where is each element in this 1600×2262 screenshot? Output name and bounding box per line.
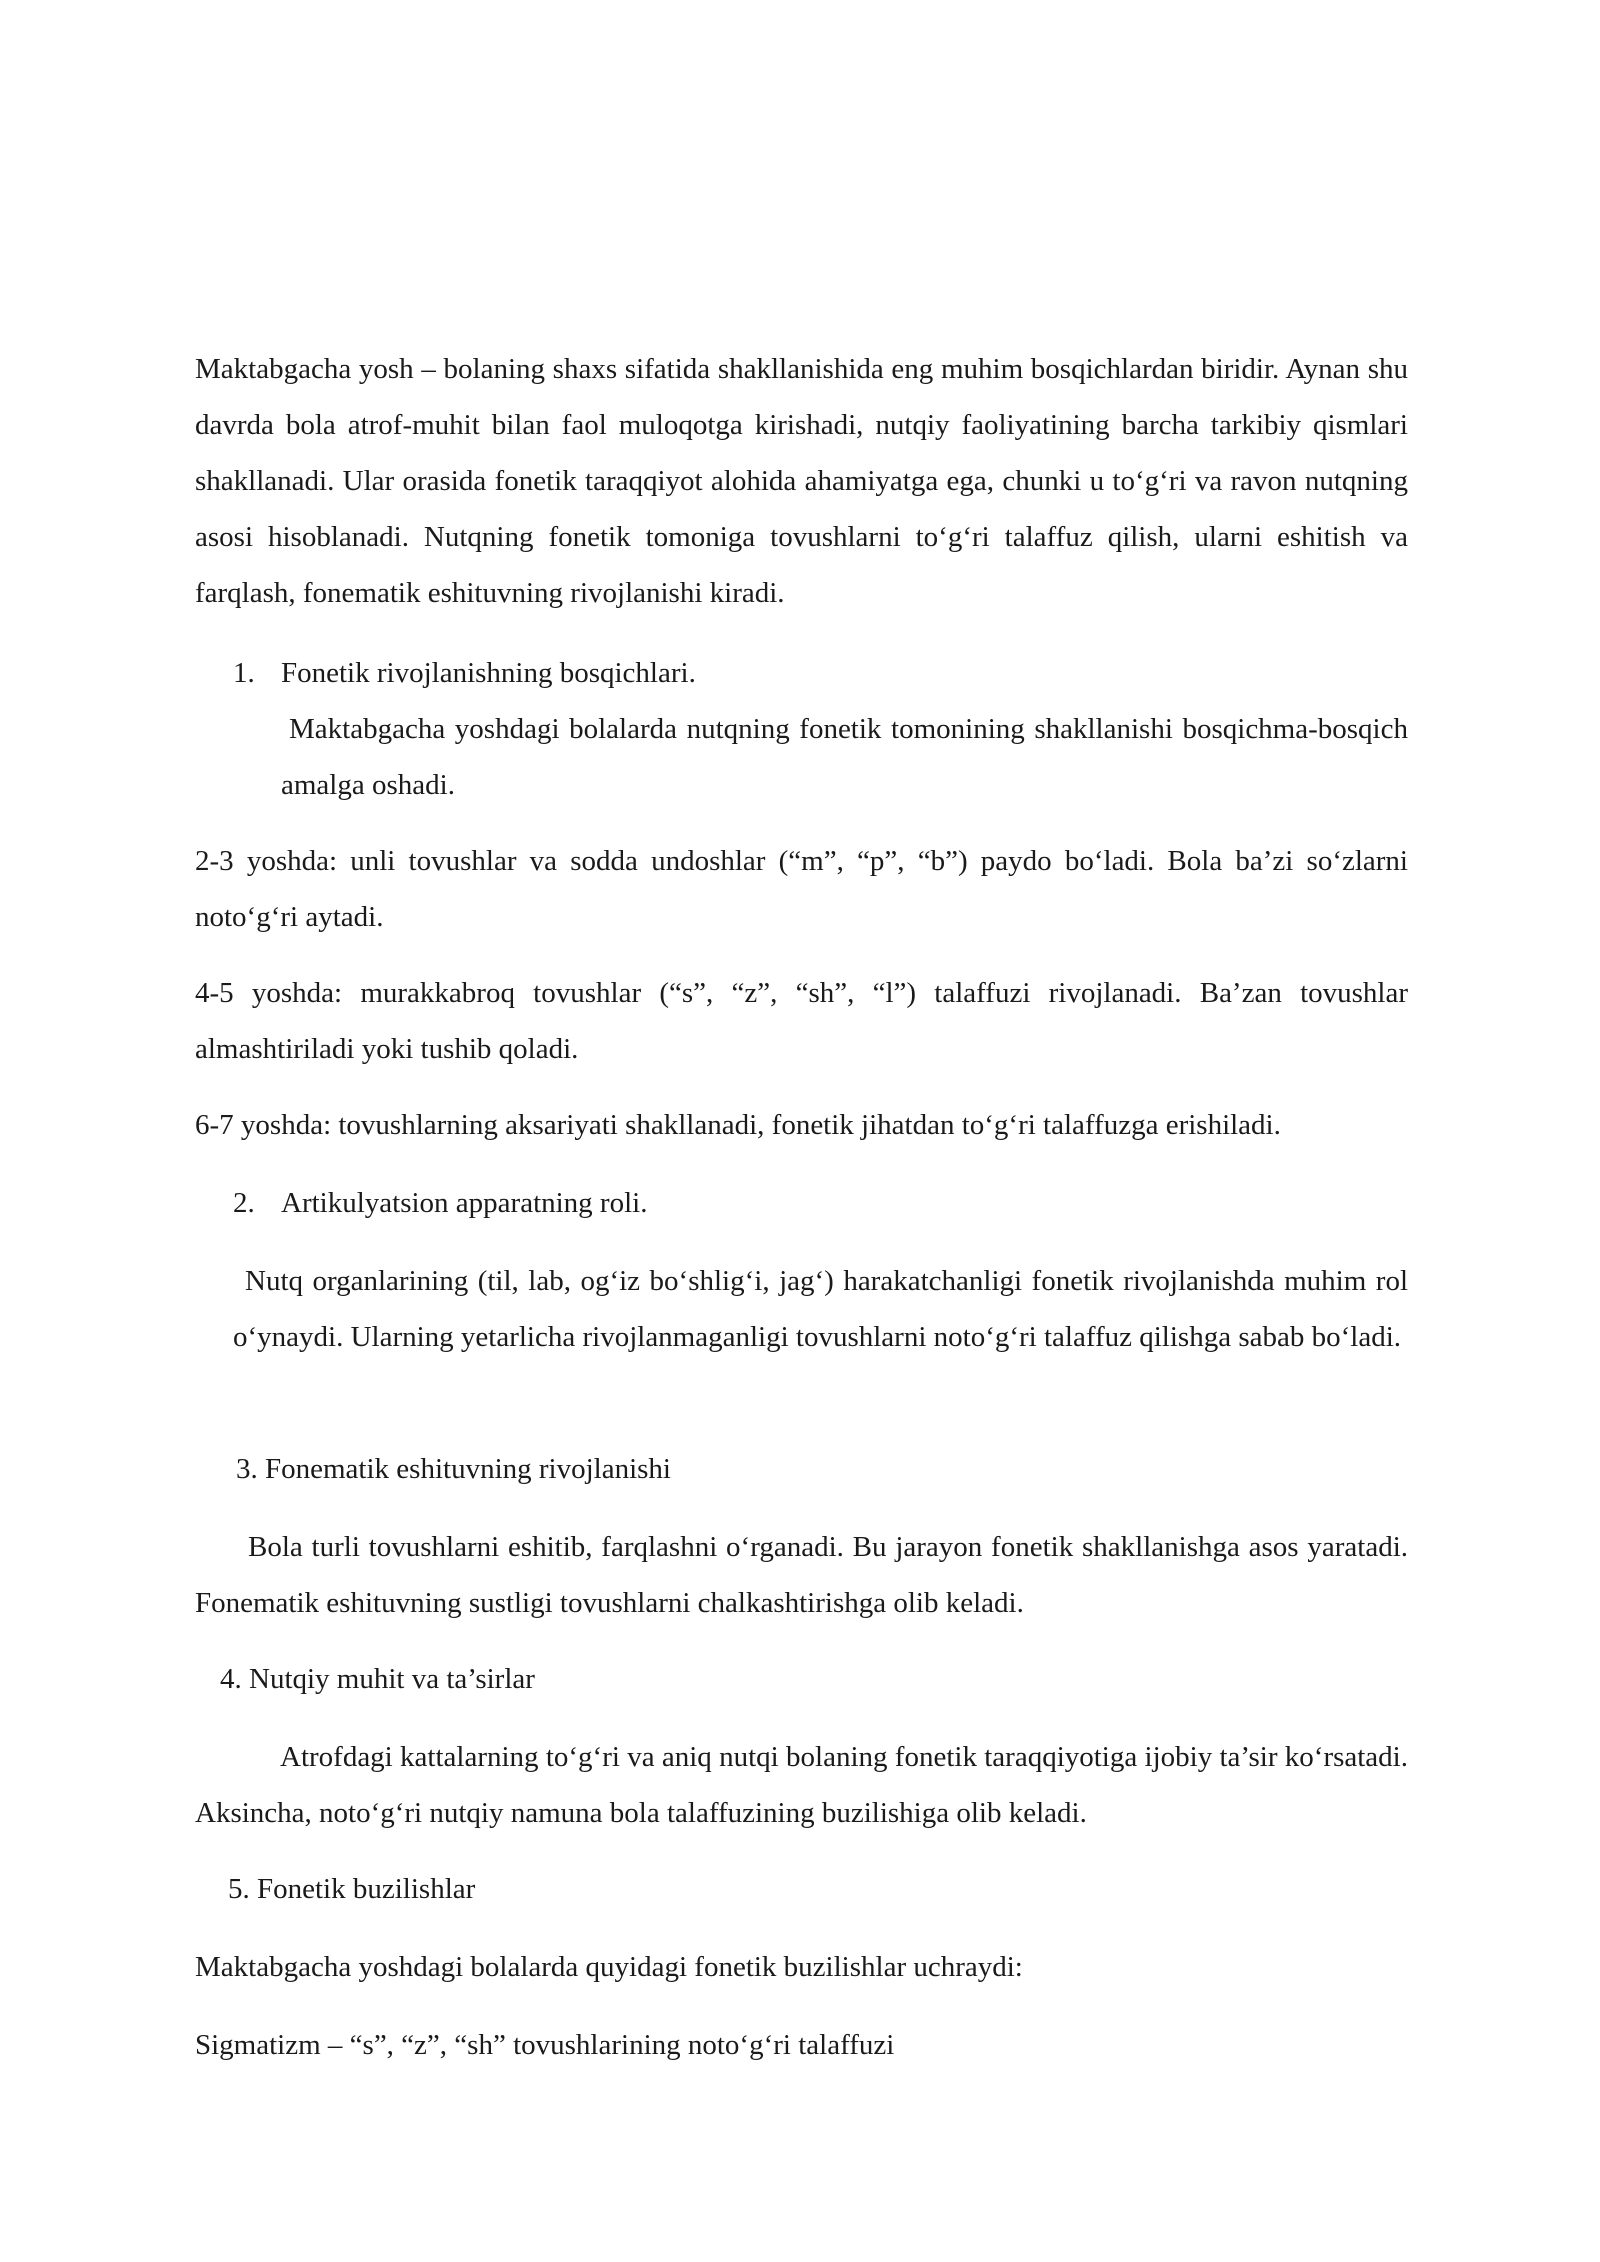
section-5-heading: 5. Fonetik buzilishlar bbox=[228, 1873, 476, 1905]
section-5-intro: Maktabgacha yoshdagi bolalarda quyidagi fonetik buzilishlar uchraydi: bbox=[195, 1951, 1023, 1983]
section-2-title: Artikulyatsion apparatning roli. bbox=[281, 1187, 648, 1219]
section-3-body: Bola turli tovushlarni eshitib, farqlashni o‘rganadi. Bu jarayon fonetik shakllanishga asos yaratadi. Fonematik eshituvning sustligi tovushlarni chalkashtirishga olib keladi. bbox=[195, 1531, 1408, 1619]
sigmatizm-line: Sigmatizm – “s”, “z”, “sh” tovushlarining noto‘g‘ri talaffuzi bbox=[195, 2029, 895, 2061]
age-4-5-paragraph: 4-5 yoshda: murakkabroq tovushlar (“s”, “z”, “sh”, “l”) talaffuzi rivojlanadi. Ba’zan tovushlar almashtiriladi yoki tushib qoladi. bbox=[195, 977, 1408, 1065]
intro-paragraph: Maktabgacha yosh – bolaning shaxs sifatida shakllanishida eng muhim bosqichlardan biridir. Aynan shu davrda bola atrof-muhit bilan faol muloqotga kirishadi, nutqiy faoliyatining barcha tarkibiy qismlari shakllanadi. Ular orasida fonetik taraqqiyot alohida ahamiyatga ega, chunki u to‘g‘ri va ravon nutqning asosi hisoblanadi. Nutqning fonetik tomoniga tovushlarni to‘g‘ri talaffuz qilish, ularni eshitish va farqlash, fonematik eshituvning rivojlanishi kiradi. bbox=[195, 353, 1408, 609]
section-2-body: Nutq organlarining (til, lab, og‘iz bo‘shlig‘i, jag‘) harakatchanligi fonetik rivojlanishda muhim rol o‘ynaydi. Ularning yetarlicha rivojlanmaganligi tovushlarni noto‘g‘ri talaffuz qilishga sabab bo‘ladi. bbox=[233, 1265, 1408, 1353]
section-4-body: Atrofdagi kattalarning to‘g‘ri va aniq nutqi bolaning fonetik taraqqiyotiga ijobiy ta’sir ko‘rsatadi. Aksincha, noto‘g‘ri nutqiy namuna bola talaffuzining buzilishiga olib keladi. bbox=[195, 1741, 1408, 1829]
section-1-body: Maktabgacha yoshdagi bolalarda nutqning fonetik tomonining shakllanishi bosqichma-bosqich amalga oshadi. bbox=[281, 713, 1408, 801]
age-2-3-paragraph: 2-3 yoshda: unli tovushlar va sodda undoshlar (“m”, “p”, “b”) paydo bo‘ladi. Bola ba’zi so‘zlarni noto‘g‘ri aytadi. bbox=[195, 845, 1408, 933]
age-6-7-paragraph: 6-7 yoshda: tovushlarning aksariyati shakllanadi, fonetik jihatdan to‘g‘ri talaffuzga erishiladi. bbox=[195, 1109, 1281, 1141]
section-2-number: 2. bbox=[233, 1187, 255, 1219]
section-2-heading bbox=[233, 1175, 647, 1231]
section-1-title: Fonetik rivojlanishning bosqichlari. bbox=[281, 657, 696, 689]
section-1-number: 1. bbox=[233, 657, 255, 689]
section-1-heading bbox=[233, 645, 696, 701]
section-3-heading: 3. Fonematik eshituvning rivojlanishi bbox=[236, 1453, 671, 1485]
section-4-heading: 4. Nutqiy muhit va ta’sirlar bbox=[220, 1663, 535, 1695]
